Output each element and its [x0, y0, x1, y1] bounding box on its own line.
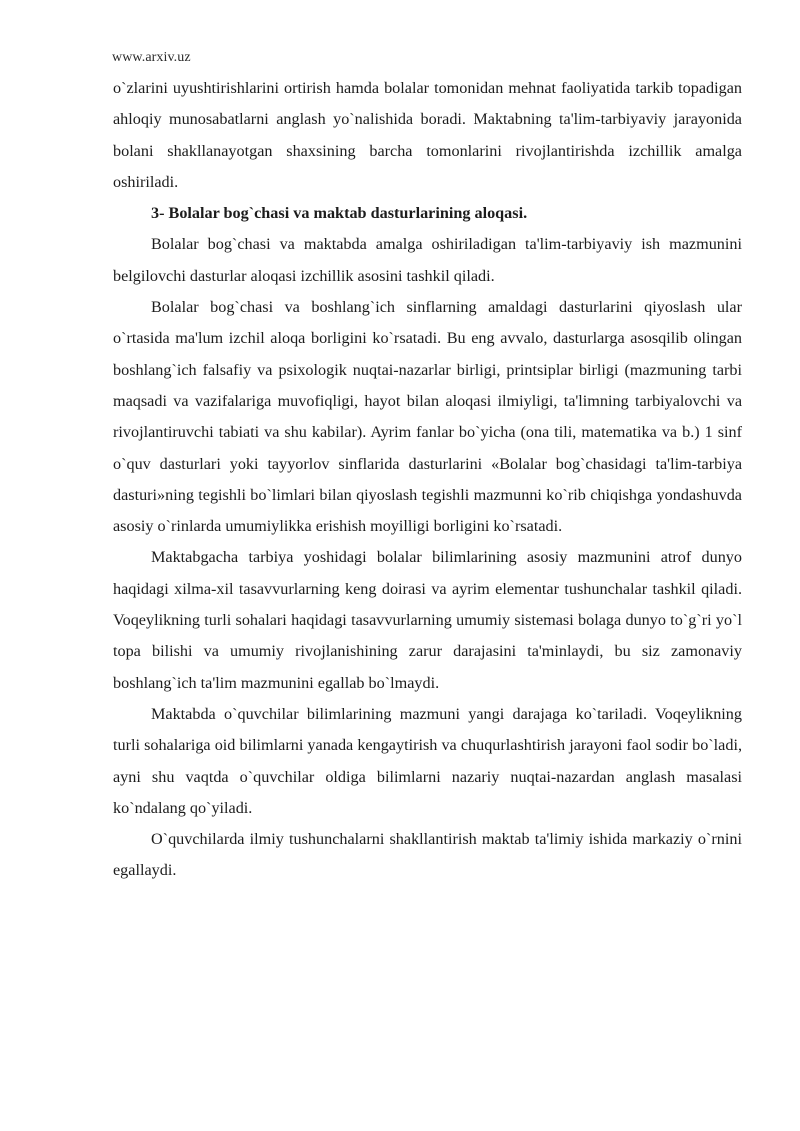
paragraph: O`quvchilarda ilmiy tushunchalarni shakllantirish maktab ta'limiy ishida markaziy o`rnini egallaydi. — [113, 830, 742, 880]
paragraph: Bolalar bog`chasi va maktabda amalga oshiriladigan ta'lim-tarbiyaviy ish mazmunini belgilovchi dasturlar aloqasi izchillik asosini tashkil qiladi. — [113, 235, 742, 285]
section-heading: 3- Bolalar bog`chasi va maktab dasturlarining aloqasi. — [151, 204, 528, 223]
paragraph-continuation: o`zlarini uyushtirishlarini ortirish hamda bolalar tomonidan mehnat faoliyatida tarkib topadigan ahloqiy munosabatlarni anglash yo`nalishida boradi. Maktabning ta'lim-tarbiyaviy jarayonida bolani shakllanayotgan shaxsining barcha tomonlarini rivojlantirishda izchillik amalga oshiriladi. — [113, 79, 742, 191]
paragraph: Maktabda o`quvchilar bilimlarining mazmuni yangi darajaga ko`tariladi. Voqeylikning turli sohalariga oid bilimlarni yanada kengaytirish va chuqurlashtirish jarayoni faol sodir bo`ladi, ayni shu vaqtda o`quvchilar oldiga bilimlarni nazariy nuqtai-nazardan anglash masalasi ko`ndalang qo`yiladi. — [113, 704, 742, 817]
paragraph: Maktabgacha tarbiya yoshidagi bolalar bilimlarining asosiy mazmunini atrof dunyo haqidagi xilma-xil tasavvurlarning keng doirasi va ayrim elementar tushunchalar tashkil qiladi. Voqeylikning turli sohalari haqidagi tasavvurlarning umumiy sistemasi bolaga dunyo to`g`ri yo`l topa bilishi va umumiy rivojlanishining zarur darajasini ta'minlaydi, bu siz zamonaviy boshlang`ich ta'lim mazmunini egallab bo`lmaydi. — [113, 548, 742, 692]
paragraph: Bolalar bog`chasi va boshlang`ich sinflarning amaldagi dasturlarini qiyoslash ular o`rtasida ma'lum izchil aloqa borligini ko`rsatadi. Bu eng avvalo, dasturlarga asosqilib olingan boshlang`ich falsafiy va psixologik nuqtai-nazarlar birligi, printsiplar birligi (mazmuning tarbi maqsadi va vazifalariga muvofiqligi, hayot bilan aloqasi ilmiyligi, ta'limning tarbiyalovchi va rivojlantiruvchi tabiati va shu kabilar). Ayrim fanlar bo`yicha (ona tili, matematika va b.) 1 sinf o`quv dasturlari yoki tayyorlov sinflarida dasturlarini «Bolalar bog`chasidagi ta'lim-tarbiya dasturi»ning tegishli bo`limlari bilan qiyoslash tegishli mazmunni ko`rib chiqishga yondashuvda asosiy o`rinlarda umumiylikka erishish moyilligi borligini ko`rsatadi. — [113, 298, 742, 536]
document-body — [113, 73, 742, 887]
site-header: www.arxiv.uz — [112, 50, 191, 65]
